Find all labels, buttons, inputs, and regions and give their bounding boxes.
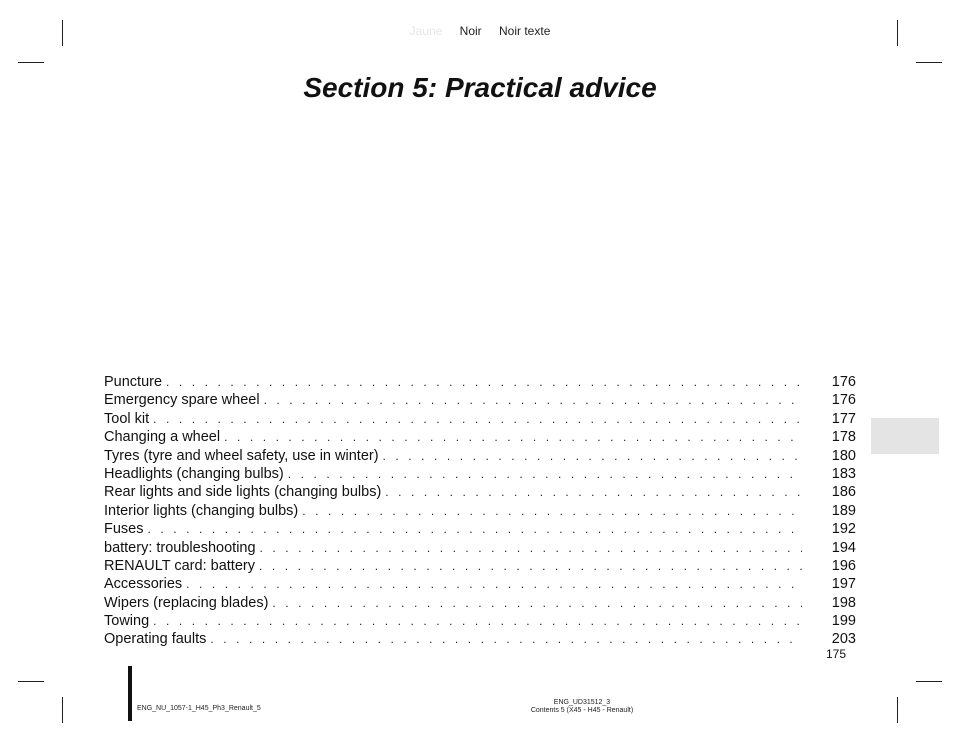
- footer-document-id: [452, 699, 712, 715]
- toc-dot-leader: [260, 539, 802, 557]
- toc-entry-label: Towing: [104, 613, 150, 630]
- toc-entry-page: 176: [831, 374, 856, 390]
- toc-entry-label: Accessories: [104, 576, 183, 593]
- toc-entry[interactable]: [104, 502, 856, 520]
- crop-mark: [916, 681, 942, 682]
- toc-dot-leader: [272, 594, 802, 612]
- toc-dot-leader: [224, 428, 802, 446]
- toc-entry[interactable]: [104, 373, 856, 391]
- toc-entry[interactable]: [104, 557, 856, 575]
- toc-entry-label: Headlights (changing bulbs): [104, 465, 284, 482]
- toc-entry-label: Changing a wheel: [104, 429, 221, 446]
- page-number: 175: [826, 647, 847, 661]
- toc-entry[interactable]: [104, 630, 856, 648]
- toc-dot-leader: [166, 373, 802, 391]
- toc-entry-page: 177: [831, 410, 856, 427]
- toc-entry-label: Wipers (replacing blades): [104, 594, 269, 611]
- crop-mark: [18, 62, 44, 63]
- toc-entry-page: 180: [831, 447, 856, 464]
- toc-entry-label: Tool kit: [104, 410, 150, 427]
- crop-mark: [62, 697, 63, 723]
- toc-entry-label: Rear lights and side lights (changing bulbs): [104, 484, 382, 501]
- toc-entry-page: 197: [831, 576, 856, 593]
- toc-entry-label: Puncture: [104, 374, 163, 390]
- color-label-noir: Noir: [459, 24, 482, 38]
- toc-entry[interactable]: [104, 465, 856, 483]
- toc-entry-label: Interior lights (changing bulbs): [104, 502, 299, 519]
- toc-entry-label: Tyres (tyre and wheel safety, use in winter): [104, 447, 379, 464]
- toc-entry-page: 196: [831, 557, 856, 574]
- toc-entry[interactable]: [104, 520, 856, 538]
- toc-entry-page: 198: [831, 594, 856, 611]
- toc-entry[interactable]: [104, 483, 856, 501]
- toc-dot-leader: [264, 391, 802, 409]
- toc-entry-page: 183: [831, 465, 856, 482]
- toc-dot-leader: [153, 410, 802, 428]
- toc-dot-leader: [210, 630, 802, 648]
- color-label-noir-texte: Noir texte: [499, 24, 551, 38]
- toc-entry-label: Emergency spare wheel: [104, 392, 260, 409]
- toc-entry-page: 186: [831, 484, 856, 501]
- toc-entry-page: 189: [831, 502, 856, 519]
- footer-doc-code: ENG_UD31512_3: [553, 699, 611, 706]
- toc-entry[interactable]: [104, 391, 856, 409]
- toc-entry[interactable]: [104, 539, 856, 557]
- page-title: Section 5: Practical advice: [303, 72, 657, 103]
- toc-entry[interactable]: [104, 612, 856, 630]
- print-color-labels: [0, 24, 960, 38]
- toc-dot-leader: [385, 483, 802, 501]
- toc-entry[interactable]: [104, 594, 856, 612]
- toc-dot-leader: [383, 447, 802, 465]
- footer-doc-contents: Contents 5 (X45 - H45 - Renault): [530, 707, 634, 714]
- toc-entry[interactable]: [104, 575, 856, 593]
- footer-reference: ENG_NU_1057-1_H45_Ph3_Renault_5: [137, 705, 261, 712]
- toc-entry-page: 194: [831, 539, 856, 556]
- toc-entry[interactable]: [104, 428, 856, 446]
- section-side-tab: [871, 418, 939, 454]
- toc-dot-leader: [153, 612, 802, 630]
- crop-mark: [897, 697, 898, 723]
- toc-entry-page: 178: [831, 429, 856, 446]
- crop-mark: [916, 62, 942, 63]
- color-label-jaune: Jaune: [409, 24, 443, 38]
- crop-mark: [18, 681, 44, 682]
- toc-entry-page: 192: [831, 521, 856, 538]
- toc-entry-label: RENAULT card: battery: [104, 557, 255, 574]
- toc-entry-page: 176: [831, 392, 856, 409]
- toc-entry-label: battery: troubleshooting: [104, 539, 256, 556]
- toc-dot-leader: [288, 465, 802, 483]
- toc-dot-leader: [186, 575, 802, 593]
- toc-entry-label: Fuses: [104, 521, 144, 538]
- toc-entry[interactable]: [104, 447, 856, 465]
- toc-entry-label: Operating faults: [104, 631, 207, 648]
- table-of-contents: [104, 373, 856, 649]
- margin-bar: [128, 666, 132, 721]
- toc-dot-leader: [148, 520, 803, 538]
- toc-entry-page: 199: [831, 613, 856, 630]
- toc-entry[interactable]: [104, 410, 856, 428]
- toc-entry-page: 203: [831, 631, 856, 648]
- toc-dot-leader: [259, 557, 802, 575]
- toc-dot-leader: [302, 502, 802, 520]
